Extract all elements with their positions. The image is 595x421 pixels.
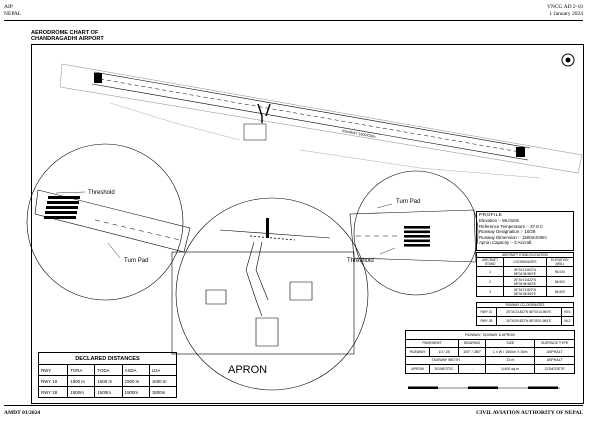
table-row: RWY 10 1500 m 1500 m 1500 m 1500 m (39, 376, 177, 387)
profile-designation: Runway Designation :- 10/28 (479, 229, 536, 235)
header-country: NEPAL (4, 11, 22, 17)
threshold-10-marking (94, 73, 102, 83)
table-row: RWY 10 26°34'23.822"N 88°04'14.984"E 95.6 (477, 308, 574, 317)
declared-distances-caption: DECLARED DISTANCES (39, 353, 177, 365)
table-row: RUNWAY 10 / 28 100° / 280° L x W / 1500m X 30m ASPHALT (406, 348, 575, 357)
profile-box (476, 211, 574, 251)
table-row: APRON DOMESTIC - 5,400 sq.m CONCRETE (406, 365, 575, 374)
apron-runway-edge (220, 230, 330, 238)
apron-stand-2 (290, 282, 312, 300)
header-aip: AIP (4, 4, 13, 10)
stand-elevation-table (476, 252, 574, 297)
taxiway-link-2 (266, 104, 270, 116)
label-runway: RUNWAY 1500X30m (341, 129, 376, 139)
apron-overview (244, 124, 266, 140)
terrain-line (110, 103, 240, 140)
table-row: TAXIWAY WIDTH 23 m ASPHALT (406, 356, 575, 365)
apron-stand-3 (256, 318, 278, 346)
header-page-ref: VNCG AD 2-10 (546, 4, 583, 10)
footer-rule (4, 405, 583, 406)
label-threshold-left: Threshold (88, 190, 115, 196)
runway-edge-top (94, 72, 530, 148)
detail-circle-left (27, 144, 183, 300)
runway-edge-bottom (92, 84, 528, 160)
runway-taxiway-apron-table (405, 330, 575, 374)
threshold-bars-right (404, 226, 430, 247)
detail-runway-left (35, 190, 190, 252)
rta-heading: RUNWAY, TAXIWAY & APRON (406, 331, 575, 340)
chart-title-line1: AERODROME CHART OF (31, 30, 99, 36)
label-turn-pad-left: Turn Pad (124, 258, 149, 264)
table-row: PAVEMENT BEARING SIZE SURFACE TYPE (406, 339, 575, 348)
profile-dimension: Runway Dimension :- 1500mX30m (479, 234, 547, 240)
table-row: AIRCRAFT STAND COORDINATES ELEVATION (MSL) (477, 258, 574, 267)
footer-authority: CIVIL AVIATION AUTHORITY OF NEPAL (476, 410, 583, 416)
label-turn-pad-right: Turn Pad (396, 199, 421, 205)
apron-boundary (172, 252, 354, 354)
profile-temperature: Reference Temperature :- 37.8 C (479, 223, 544, 229)
table-row: RWY 28 26°34'09.822"N 88°05'01.984"E 96.2 (477, 317, 574, 326)
runway-coordinates-heading: RUNWAY CO-ORDINATES (477, 303, 574, 308)
table-row: 1 26°34'13.822"N 88°04'48.984"E 96.044 (477, 267, 574, 277)
terrain-line (300, 150, 540, 178)
footer-amendment: AMDT 01/2024 (4, 410, 41, 416)
chart-title-line2: CHANDRAGADHI AIRPORT (31, 36, 104, 43)
threshold-28-marking (516, 147, 525, 157)
table-row: 2 26°34'13.822"N 88°04'48.984"E 96.600 (477, 277, 574, 287)
profile-heading: PROFILE (479, 213, 503, 218)
runway-centerline (100, 79, 520, 152)
declared-distances-table (38, 352, 177, 398)
profile-elevation: Elevation :- 96.010m (479, 218, 520, 224)
runway-coordinates-table (476, 302, 574, 326)
detail-circle-apron (176, 198, 368, 390)
stand-elevation-heading: AIRCRAFT STAND ELEVATION (477, 253, 574, 258)
label-threshold-right: Threshold (347, 258, 374, 264)
profile-apron-capacity: Apron Capacity :- 3 Aircraft (479, 240, 532, 246)
runway-strip (60, 64, 582, 173)
table-row: RWY TORA TODA ASDA LDA (39, 365, 177, 376)
scale-bar (408, 387, 560, 390)
table-row: 3 26°34'13.822"N 88°04'48.984"E 96.609 (477, 287, 574, 297)
apron-stand-1 (206, 290, 226, 304)
table-row: RWY 28 1500m 1500m 1500m 1500m (39, 387, 177, 398)
header-date: 1 January 2024 (549, 11, 583, 17)
label-apron: APRON (228, 364, 268, 376)
